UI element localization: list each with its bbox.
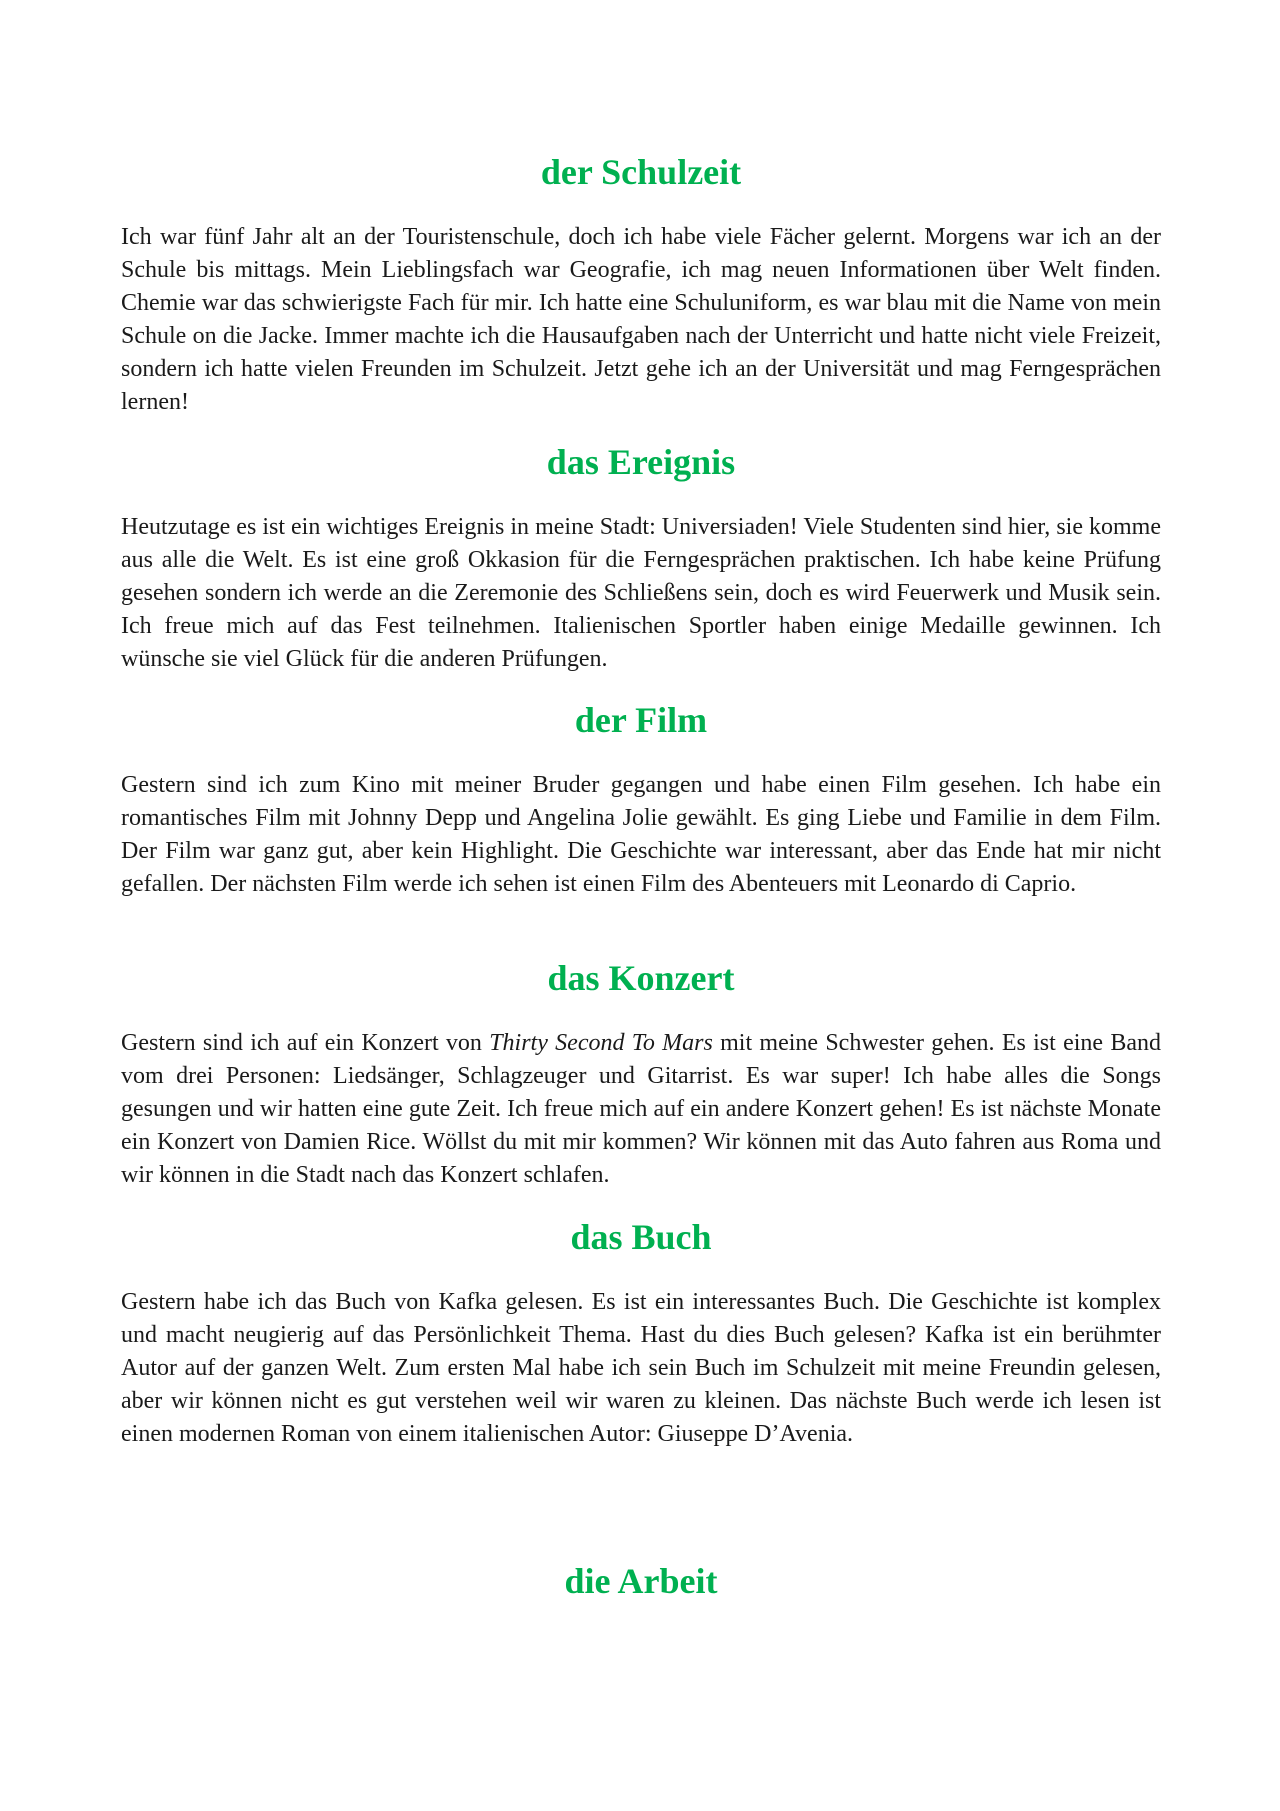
heading-schulzeit: der Schulzeit [540, 152, 742, 192]
paragraph-konzert-text-after: mit meine Schwester gehen. Es ist eine Band vom drei Personen: Liedsänger, Schlagzeuger und Gitarrist. Es war super! Ich habe alles die Songs gesungen und wir hatten eine gute Zeit. Ich freue mich auf ein andere Konzert gehen! Es ist nächste Monate ein Konzert von Damien Rice. Wöllst du mit mir kommen? Wir können mit das Auto fahren aus Roma und wir können in die Stadt nach das Konzert schlafen. [121, 1030, 1161, 1188]
heading-konzert: das Konzert [547, 958, 735, 998]
heading-arbeit: die Arbeit [564, 1561, 718, 1601]
paragraph-buch: Gestern habe ich das Buch von Kafka gelesen. Es ist ein interessantes Buch. Die Geschichte ist komplex und macht neugierig auf das Persönlichkeit Thema. Hast du dies Buch gelesen? Kafka ist ein berühmter Autor auf der ganzen Welt. Zum ersten Mal habe ich sein Buch im Schulzeit mit meine Freundin gelesen, aber wir können nicht es gut verstehen weil wir waren zu kleinen. Das nächste Buch werde ich lesen ist einen modernen Roman von einem italienischen Autor: Giuseppe D’Avenia. [121, 1289, 1161, 1447]
paragraph-film: Gestern sind ich zum Kino mit meiner Bruder gegangen und habe einen Film gesehen. Ich habe ein romantisches Film mit Johnny Depp und Angelina Jolie gewählt. Es ging Liebe und Familie in dem Film. Der Film war ganz gut, aber kein Highlight. Die Geschichte war interessant, aber das Ende hat mir nicht gefallen. Der nächsten Film werde ich sehen ist einen Film des Abenteuers mit Leonardo di Caprio. [121, 772, 1161, 897]
paragraph-schulzeit: Ich war fünf Jahr alt an der Touristenschule, doch ich habe viele Fächer gelernt. Morgens war ich an der Schule bis mittags. Mein Lieblingsfach war Geografie, ich mag neuen Informationen über Welt finden. Chemie war das schwierigste Fach für mir. Ich hatte eine Schuluniform, es war blau mit die Name von mein Schule on die Jacke. Immer machte ich die Hausaufgaben nach der Unterricht und hatte nicht viele Freizeit, sondern ich hatte vielen Freunden im Schulzeit. Jetzt gehe ich an der Universität und mag Ferngesprächen lernen! [121, 224, 1161, 415]
heading-film: der Film [574, 700, 708, 740]
paragraph-ereignis: Heutzutage es ist ein wichtiges Ereignis in meine Stadt: Universiaden! Viele Studenten sind hier, sie komme aus alle die Welt. Es ist eine groß Okkasion für die Ferngesprächen praktischen. Ich habe keine Prüfung gesehen sondern ich werde an die Zeremonie des Schließens sein, doch es wird Feuerwerk und Musik sein. Ich freue mich auf das Fest teilnehmen. Italienischen Sportler haben einige Medaille gewinnen. Ich wünsche sie viel Glück für die anderen Prüfungen. [121, 514, 1161, 672]
heading-ereignis: das Ereignis [546, 442, 736, 482]
paragraph-konzert-text-before: Gestern sind ich auf ein Konzert von [121, 1030, 490, 1056]
heading-buch: das Buch [570, 1217, 712, 1257]
paragraph-konzert [121, 1027, 1161, 1192]
band-name-italic: Thirty Second To Mars [489, 1030, 713, 1056]
